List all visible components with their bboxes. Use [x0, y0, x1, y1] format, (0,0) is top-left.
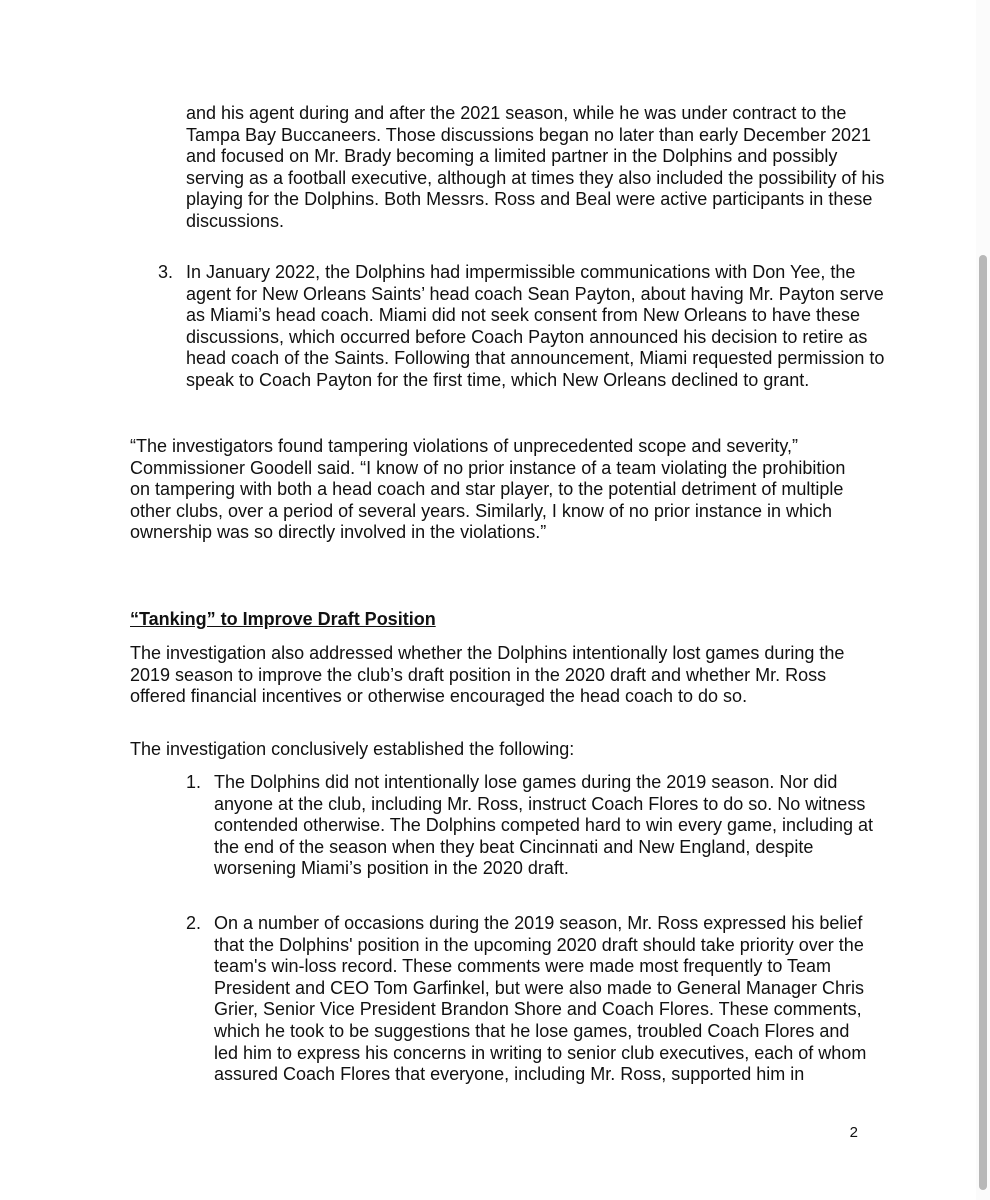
conclusion-intro-text: The investigation conclusively established the following:: [130, 739, 575, 759]
continuation-text: and his agent during and after the 2021 season, while he was under contract to the Tampa Bay Buccaneers. Those discussions began no later than early December 2021 and focused on Mr. Brady becoming a limited partner in the Dolphins and possibly serving as a football executive, although at times they also included the possibility of his playing for the Dolphins. Both Messrs. Ross and Beal were active participants in these discussions.: [186, 103, 885, 231]
investigation-paragraph: [130, 643, 870, 708]
continuation-paragraph: [186, 103, 886, 233]
scrollbar[interactable]: [976, 0, 990, 1200]
scrollbar-thumb[interactable]: [979, 255, 987, 1190]
list-item-number: 2.: [186, 913, 202, 933]
list-item-text: In January 2022, the Dolphins had impermissible communications with Don Yee, the agent for New Orleans Saints’ head coach Sean Payton, about having Mr. Payton serve as Miami’s head coach. Miami did not seek consent from New Orleans to have these discussions, which occurred before Coach Payton announced his decision to retire as head coach of the Saints. Following that announcement, Miami requested permission to speak to Coach Payton for the first time, which New Orleans declined to grant.: [186, 262, 885, 390]
list-item: [186, 772, 886, 902]
list-item: [158, 262, 888, 412]
list-item-text: The Dolphins did not intentionally lose games during the 2019 season. Nor did anyone at the club, including Mr. Ross, instruct Coach Flores to do so. No witness contended otherwise. The Dolphins competed hard to win every game, including at the end of the season when they beat Cincinnati and New England, despite worsening Miami’s position in the 2020 draft.: [214, 772, 874, 879]
list-item-text: On a number of occasions during the 2019 season, Mr. Ross expressed his belief that the Dolphins' position in the upcoming 2020 draft should take priority over the team's win-loss record. These comments were made most frequently to Team President and CEO Tom Garfinkel, but were also made to General Manager Chris Grier, Senior Vice President Brandon Shore and Coach Flores. These comments, which he took to be suggestions that he lose games, troubled Coach Flores and led him to express his concerns in writing to senior club executives, each of whom assured Coach Flores that everyone, including Mr. Ross, supported him in: [214, 913, 867, 1085]
list-item: [186, 913, 886, 1108]
investigation-text: The investigation also addressed whether the Dolphins intentionally lost games during the 2019 season to improve the club’s draft position in the 2020 draft and whether Mr. Ross offered financial incentives or otherwise encouraged the head coach to do so.: [130, 643, 845, 707]
quote-text: “The investigators found tampering violations of unprecedented scope and severity,” Commissioner Goodell said. “I know of no prior instance of a team violating the prohibition on tampering with both a head coach and star player, to the potential detriment of multiple other clubs, over a period of several years. Similarly, I know of no prior instance in which ownership was so directly involved in the violations.”: [130, 436, 846, 543]
list-item-number: 3.: [158, 262, 174, 282]
section-heading: “Tanking” to Improve Draft Position: [130, 609, 436, 629]
page-number: 2: [849, 1124, 858, 1141]
conclusion-intro: [130, 739, 870, 761]
list-item-number: 1.: [186, 772, 202, 792]
commissioner-quote-paragraph: [130, 436, 870, 544]
